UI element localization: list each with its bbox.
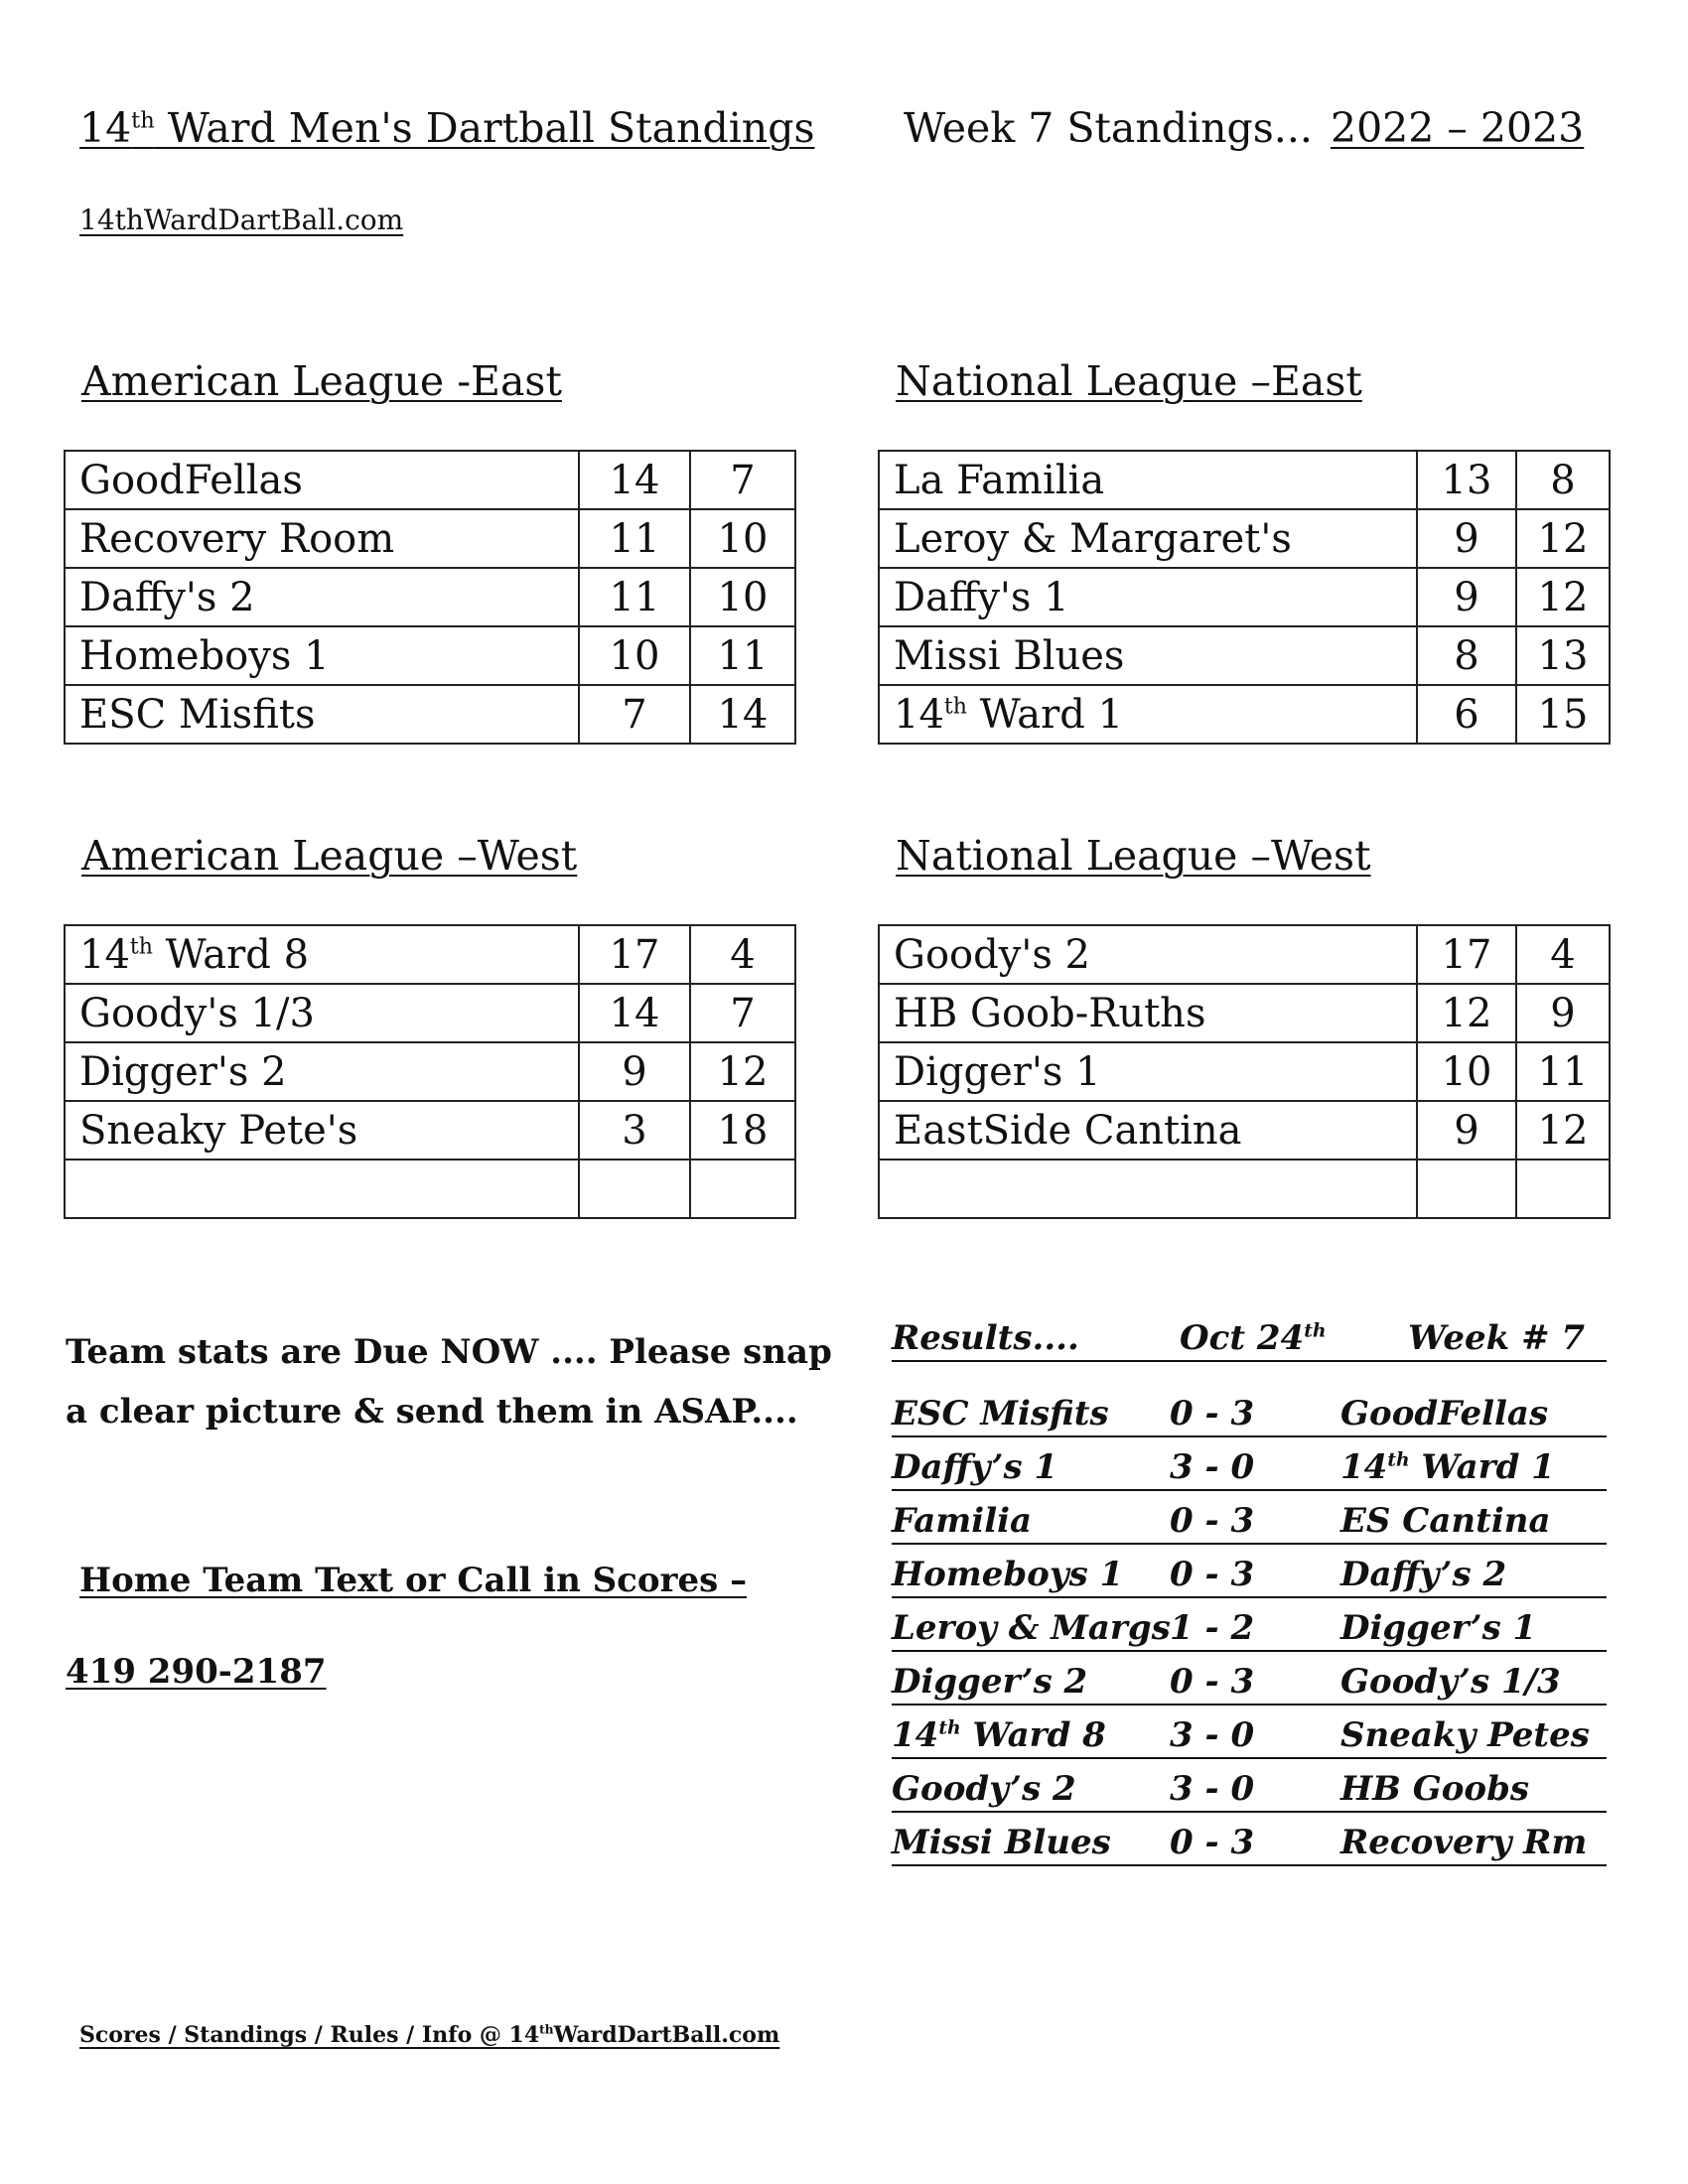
al-west-table [64, 924, 796, 1219]
results-label: Results.... [892, 1318, 1079, 1358]
losses: 4 [1516, 925, 1610, 984]
team-name: Homeboys 1 [65, 626, 579, 685]
losses: 12 [1516, 568, 1610, 626]
losses: 8 [1516, 451, 1610, 509]
score: 0 - 3 [1170, 1555, 1255, 1594]
losses: 9 [1516, 984, 1610, 1042]
table-row [879, 925, 1610, 984]
wins: 11 [579, 509, 690, 568]
losses: 12 [690, 1042, 795, 1101]
wins: 14 [579, 451, 690, 509]
score: 0 - 3 [1170, 1394, 1255, 1433]
wins: 13 [1417, 451, 1516, 509]
score: 3 - 0 [1170, 1715, 1255, 1755]
wins: 12 [1417, 984, 1516, 1042]
result-row [892, 1491, 1607, 1545]
away-team: Digger’s 2 [892, 1662, 1088, 1702]
table-row [65, 568, 795, 626]
team-name: 14th Ward 1 [879, 685, 1417, 744]
stats-notice-line: a clear picture & send them in ASAP.... [66, 1392, 798, 1432]
losses: 10 [690, 568, 795, 626]
team-name: 14th Ward 8 [65, 925, 579, 984]
footer-links[interactable]: Scores / Standings / Rules / Info @ 14thWardDartBall.com [79, 2022, 780, 2048]
table-row [65, 1042, 795, 1101]
results-week: Week # 7 [1408, 1318, 1586, 1358]
score: 3 - 0 [1170, 1447, 1255, 1487]
team-name: Sneaky Pete's [65, 1101, 579, 1160]
wins: 9 [1417, 509, 1516, 568]
result-row [892, 1437, 1607, 1491]
away-team: Familia [892, 1501, 1033, 1541]
table-row [65, 1101, 795, 1160]
nl-west-table [878, 924, 1611, 1219]
losses: 11 [1516, 1042, 1610, 1101]
wins: 3 [579, 1101, 690, 1160]
team-name: Daffy's 2 [65, 568, 579, 626]
table-row [65, 451, 795, 509]
wins: 10 [579, 626, 690, 685]
nl-east-table [878, 450, 1611, 745]
table-row [65, 925, 795, 984]
away-team: Missi Blues [892, 1823, 1111, 1862]
stats-notice [66, 1322, 832, 1441]
result-row [892, 1384, 1607, 1437]
result-row [892, 1598, 1607, 1652]
losses: 18 [690, 1101, 795, 1160]
wins: 17 [1417, 925, 1516, 984]
away-team: ESC Misfits [892, 1394, 1109, 1433]
table-row [879, 568, 1610, 626]
empty-row [65, 1160, 795, 1218]
away-team: Daffy’s 1 [892, 1447, 1058, 1487]
team-name: La Familia [879, 451, 1417, 509]
away-team: Leroy & Margs [892, 1608, 1171, 1648]
losses: 14 [690, 685, 795, 744]
team-name: GoodFellas [65, 451, 579, 509]
home-team: Daffy’s 2 [1340, 1555, 1507, 1594]
al-east-table [64, 450, 796, 745]
result-row [892, 1545, 1607, 1598]
score: 0 - 3 [1170, 1501, 1255, 1541]
losses: 7 [690, 984, 795, 1042]
losses: 15 [1516, 685, 1610, 744]
losses: 12 [1516, 509, 1610, 568]
phone-number[interactable]: 419 290-2187 [66, 1652, 327, 1692]
score: 0 - 3 [1170, 1662, 1255, 1702]
home-team: 14th Ward 1 [1340, 1447, 1555, 1487]
losses: 11 [690, 626, 795, 685]
results-date: Oct 24th [1180, 1318, 1327, 1358]
losses: 12 [1516, 1101, 1610, 1160]
wins: 9 [579, 1042, 690, 1101]
table-row [879, 509, 1610, 568]
wins: 9 [1417, 568, 1516, 626]
al-east-title: American League -East [81, 357, 562, 405]
losses: 13 [1516, 626, 1610, 685]
table-row [65, 626, 795, 685]
team-name: Leroy & Margaret's [879, 509, 1417, 568]
team-name: Digger's 1 [879, 1042, 1417, 1101]
results-header [892, 1310, 1607, 1362]
team-name: Recovery Room [65, 509, 579, 568]
table-row [879, 685, 1610, 744]
wins: 17 [579, 925, 690, 984]
home-team-instruction: Home Team Text or Call in Scores – [79, 1561, 748, 1600]
wins: 11 [579, 568, 690, 626]
score: 1 - 2 [1170, 1608, 1255, 1648]
result-row [892, 1759, 1607, 1813]
losses: 4 [690, 925, 795, 984]
season-label: 2022 – 2023 [1331, 104, 1585, 152]
team-name: Missi Blues [879, 626, 1417, 685]
wins: 9 [1417, 1101, 1516, 1160]
al-west-title: American League –West [81, 832, 578, 880]
team-name: EastSide Cantina [879, 1101, 1417, 1160]
team-name: Goody's 1/3 [65, 984, 579, 1042]
home-team: GoodFellas [1340, 1394, 1549, 1433]
home-team: ES Cantina [1340, 1501, 1551, 1541]
home-team: Goody’s 1/3 [1340, 1662, 1561, 1702]
team-name: Goody's 2 [879, 925, 1417, 984]
table-row [879, 984, 1610, 1042]
result-row [892, 1813, 1607, 1866]
table-row [65, 509, 795, 568]
score: 3 - 0 [1170, 1769, 1255, 1809]
home-team: Digger’s 1 [1340, 1608, 1537, 1648]
losses: 10 [690, 509, 795, 568]
table-row [65, 685, 795, 744]
home-team: Sneaky Petes [1340, 1715, 1590, 1755]
wins: 6 [1417, 685, 1516, 744]
wins: 7 [579, 685, 690, 744]
score: 0 - 3 [1170, 1823, 1255, 1862]
stats-notice-line: Team stats are Due NOW .... Please snap [66, 1332, 832, 1372]
team-name: Daffy's 1 [879, 568, 1417, 626]
team-name: HB Goob-Ruths [879, 984, 1417, 1042]
away-team: 14th Ward 8 [892, 1715, 1106, 1755]
wins: 14 [579, 984, 690, 1042]
website-link[interactable]: 14thWardDartBall.com [79, 204, 404, 236]
result-row [892, 1652, 1607, 1706]
table-row [65, 984, 795, 1042]
away-team: Homeboys 1 [892, 1555, 1124, 1594]
home-team: HB Goobs [1340, 1769, 1530, 1809]
away-team: Goody’s 2 [892, 1769, 1076, 1809]
table-row [879, 1042, 1610, 1101]
empty-row [879, 1160, 1610, 1218]
result-row [892, 1706, 1607, 1759]
table-row [879, 626, 1610, 685]
wins: 10 [1417, 1042, 1516, 1101]
team-name: ESC Misfits [65, 685, 579, 744]
home-team: Recovery Rm [1340, 1823, 1588, 1862]
nl-east-title: National League –East [896, 357, 1362, 405]
nl-west-title: National League –West [896, 832, 1371, 880]
table-row [879, 1101, 1610, 1160]
table-row [879, 451, 1610, 509]
week-label: Week 7 Standings... [904, 104, 1313, 152]
results-section [892, 1310, 1607, 1866]
wins: 8 [1417, 626, 1516, 685]
team-name: Digger's 2 [65, 1042, 579, 1101]
losses: 7 [690, 451, 795, 509]
page-title: 14th Ward Men's Dartball Standings [79, 104, 815, 152]
